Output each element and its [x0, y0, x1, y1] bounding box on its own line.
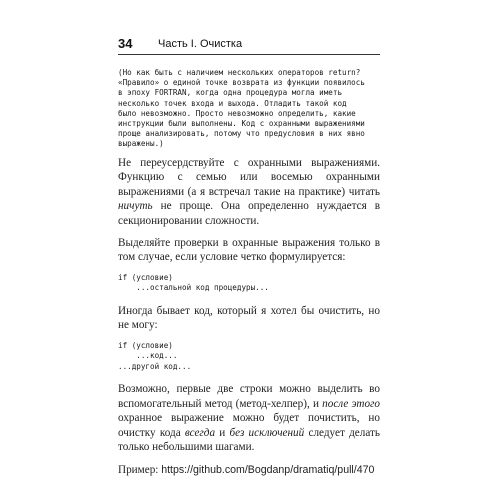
paragraph-extract-checks: Выделяйте проверки в охранные выражения только в том случае, если условие четко формулируется: [118, 236, 380, 264]
emphasis-text: ничуть [118, 200, 153, 213]
code-example-2 [118, 341, 380, 372]
page-number: 34 [118, 36, 133, 51]
paragraph-text: Возможно, первые две строки можно выделить во вспомогательный метод (метод-хелпер), и [118, 383, 380, 410]
code-line: if (условие) [118, 340, 173, 350]
example-link[interactable]: https://github.com/Bogdanp/dramatiq/pull/470 [161, 463, 375, 476]
paragraph-text: не проще. Она определенно нуждается в секционировании сложности. [118, 200, 380, 227]
paragraph-cant-clean: Иногда бывает код, который я хотел бы очистить, но не могу: [118, 304, 380, 332]
comment-line: несколько точек входа и выхода. Отладить такой код [118, 98, 347, 108]
example-label: Пример: [118, 463, 162, 476]
comment-line: выражены.) [118, 139, 164, 149]
running-head: Часть I. Очистка [158, 38, 243, 50]
comment-line: проще анализировать, потому что предусловия в них явно [118, 129, 365, 139]
page-header [118, 38, 380, 55]
emphasis-text: после этого [322, 397, 380, 410]
paragraph-text: следует делать только небольшими шагами. [118, 426, 380, 454]
code-line: ...код... [118, 351, 178, 361]
paragraph-helper-method [118, 382, 380, 455]
emphasis-text: всегда [184, 426, 216, 439]
page-content [118, 68, 380, 478]
paragraph-example [118, 463, 380, 478]
paragraph-text: охранное выражение можно будет почистить, но очистку кода [118, 412, 380, 439]
emphasis-text: без исключений [229, 426, 305, 439]
comment-line: было невозможно. Просто невозможно определить, какие [118, 108, 356, 118]
comment-line: в эпоху FORTRAN, когда одна процедура могла иметь [118, 88, 343, 98]
comment-line: (Но как быть с наличием нескольких операторов return? [118, 68, 361, 77]
code-line: ...остальной код процедуры... [118, 283, 269, 293]
comment-line: «Правило» о единой точке возврата из функции появилось [118, 78, 365, 88]
comment-line: инструкции были выполнены. Код с охранными выражениями [118, 119, 365, 129]
paragraph-guard-clauses [118, 156, 380, 229]
code-example-1 [118, 273, 380, 294]
paragraph-text: Не переусердствуйте с охранными выражениями. Функцию с семью или восемью охранными выражениями (а я встречал такие на практике) читать [118, 156, 380, 198]
paragraph-text: и [215, 426, 230, 439]
code-line: if (условие) [118, 272, 173, 282]
comment-code-block [118, 68, 380, 150]
code-line: ...другой код... [118, 361, 192, 371]
